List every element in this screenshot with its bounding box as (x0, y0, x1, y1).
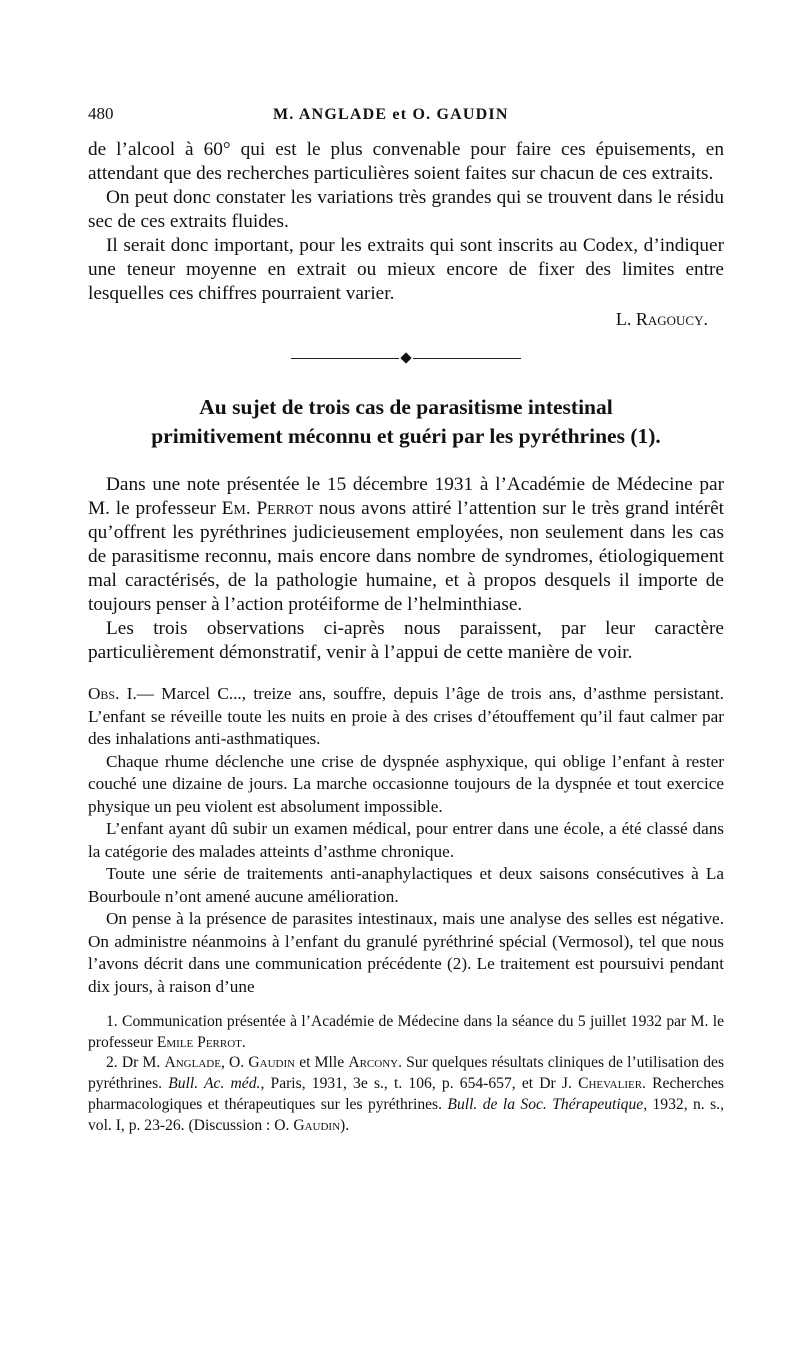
intro-paragraph-1: de l’alcool à 60° qui est le plus convenable pour faire ces épuisements, en attendant que des recherches particulières soient faites sur chacun de ces extraits. (88, 139, 724, 184)
separator-line-left (291, 358, 399, 359)
footnote-ref-1: (1). (630, 424, 661, 448)
footnote-text: . Recherches pharmacologiques et thérapeutiques sur les pyréthrines. (88, 1075, 724, 1113)
footnote-text: et Mlle (295, 1054, 349, 1072)
document-page (88, 104, 724, 1136)
journal-title: Bull. Ac. méd. (168, 1075, 261, 1093)
journal-title: Bull. de la Soc. Thérapeutique (447, 1095, 644, 1113)
running-header (88, 104, 724, 128)
observation-paragraph-1 (88, 683, 724, 751)
intro-section (88, 138, 724, 306)
observation-text: Le traitement est poursuivi pendant dix jours, à raison d’une (88, 954, 725, 996)
author-signature: L. Ragoucy. (615, 309, 708, 329)
diamond-ornament-icon (400, 352, 411, 363)
observation-paragraph-4: Toute une série de traitements anti-anaphylactiques et deux saisons consécutives à La Bourboule n’ont amené aucune amélioration. (88, 864, 724, 906)
footnote-text: ). (340, 1116, 350, 1134)
footnotes (88, 1012, 724, 1136)
article-title-line-2 (88, 422, 724, 451)
person-name: Anglade (164, 1054, 221, 1072)
body-paragraph-2: Les trois observations ci-après nous paraissent, par leur caractère particulièrement démonstratif, venir à l’appui de cette manière de voir. (88, 618, 724, 663)
person-name: Em. Perrot (221, 498, 314, 519)
observation-text: Marcel C..., treize ans, souffre, depuis l’âge de trois ans, d’asthme persistant. L’enfant se réveille toute les nuits en proie à des crises d’étouffement qu’il faut calmer par des inhalations anti-asthmatiques. (88, 684, 724, 748)
observation-paragraph-2: Chaque rhume déclenche une crise de dyspnée asphyxique, qui oblige l’enfant à rester couché une dizaine de jours. La marche occasionne toujours de la dyspnée et tout exercice physique un peu violent est absolument impossible. (88, 751, 724, 816)
article-title-line-1: Au sujet de trois cas de parasitisme intestinal (199, 395, 613, 419)
person-name: Gaudin (293, 1116, 341, 1134)
footnote-2 (88, 1053, 724, 1136)
footnote-1 (88, 1012, 724, 1053)
running-title: M. ANGLADE et O. GAUDIN (273, 106, 509, 123)
observation-paragraph-5 (88, 908, 724, 998)
footnote-text: , Paris, 1931, 3e s., t. 106, p. 654-657, et Dr J. (260, 1075, 579, 1093)
article-body (88, 473, 724, 665)
observation-text: On pense à la présence de parasites intestinaux, mais une analyse des selles est négative. On administre néanmoins à l’enfant du granulé pyréthriné spécial (Vermosol), tel que nous l’avons décrit dans une communication précédente (88, 909, 724, 973)
footnote-text: . Sur quelques résultats cliniques de l’utilisation des pyréthrines. (88, 1054, 725, 1093)
observation-label: Obs. I.— (88, 684, 154, 703)
body-paragraph-1 (88, 473, 724, 617)
person-name: Arcony (348, 1054, 399, 1072)
footnote-text: , 1932, n. s., vol. I, p. 23-26. (Discussion : O. (88, 1095, 724, 1134)
footnote-text: 2. Dr M. (106, 1054, 165, 1072)
person-name: Gaudin (248, 1054, 296, 1072)
article-title-text: primitivement méconnu et guéri par les pyréthrines (151, 424, 625, 448)
section-separator (88, 348, 724, 368)
body-text: Dans une note présentée le 15 décembre 1931 à l’Académie de Médecine par M. le professeur (88, 474, 724, 519)
intro-paragraph-3: Il serait donc important, pour les extraits qui sont inscrits au Codex, d’indiquer une teneur moyenne en extrait ou mieux encore de fixer des limites entre lesquelles ces chiffres pourraient varier. (88, 235, 724, 304)
footnote-text: . (241, 1033, 246, 1051)
body-text: nous avons attiré l’attention sur le très grand intérêt qu’offrent les pyréthrines judicieusement employées, non seulement dans les cas de parasitisme reconnu, mais encore dans nombre de syndromes, étiologiquement mal caractérisés, de la pathologie humaine, et à propos desquels il importe de toujours penser à l’action protéiforme de l’helminthiase. (88, 498, 724, 615)
person-name: Chevalier (578, 1075, 643, 1093)
article-title (88, 393, 724, 451)
footnote-text: 1. Communication présentée à l’Académie de Médecine dans la séance du 5 juillet 1932 par M. le professeur (88, 1013, 724, 1051)
footnote-ref-2: (2). (447, 954, 472, 973)
person-name: Emile Perrot (156, 1033, 242, 1051)
observation-paragraph-3: L’enfant ayant dû subir un examen médical, pour entrer dans une école, a été classé dans la catégorie des malades atteints d’asthme chronique. (88, 819, 724, 861)
separator-line-right (413, 358, 521, 359)
page-number: 480 (88, 104, 114, 123)
footnote-text: , O. (220, 1054, 249, 1072)
observation-section (88, 683, 724, 998)
intro-paragraph-2: On peut donc constater les variations très grandes qui se trouvent dans le résidu sec de ces extraits fluides. (88, 187, 724, 232)
